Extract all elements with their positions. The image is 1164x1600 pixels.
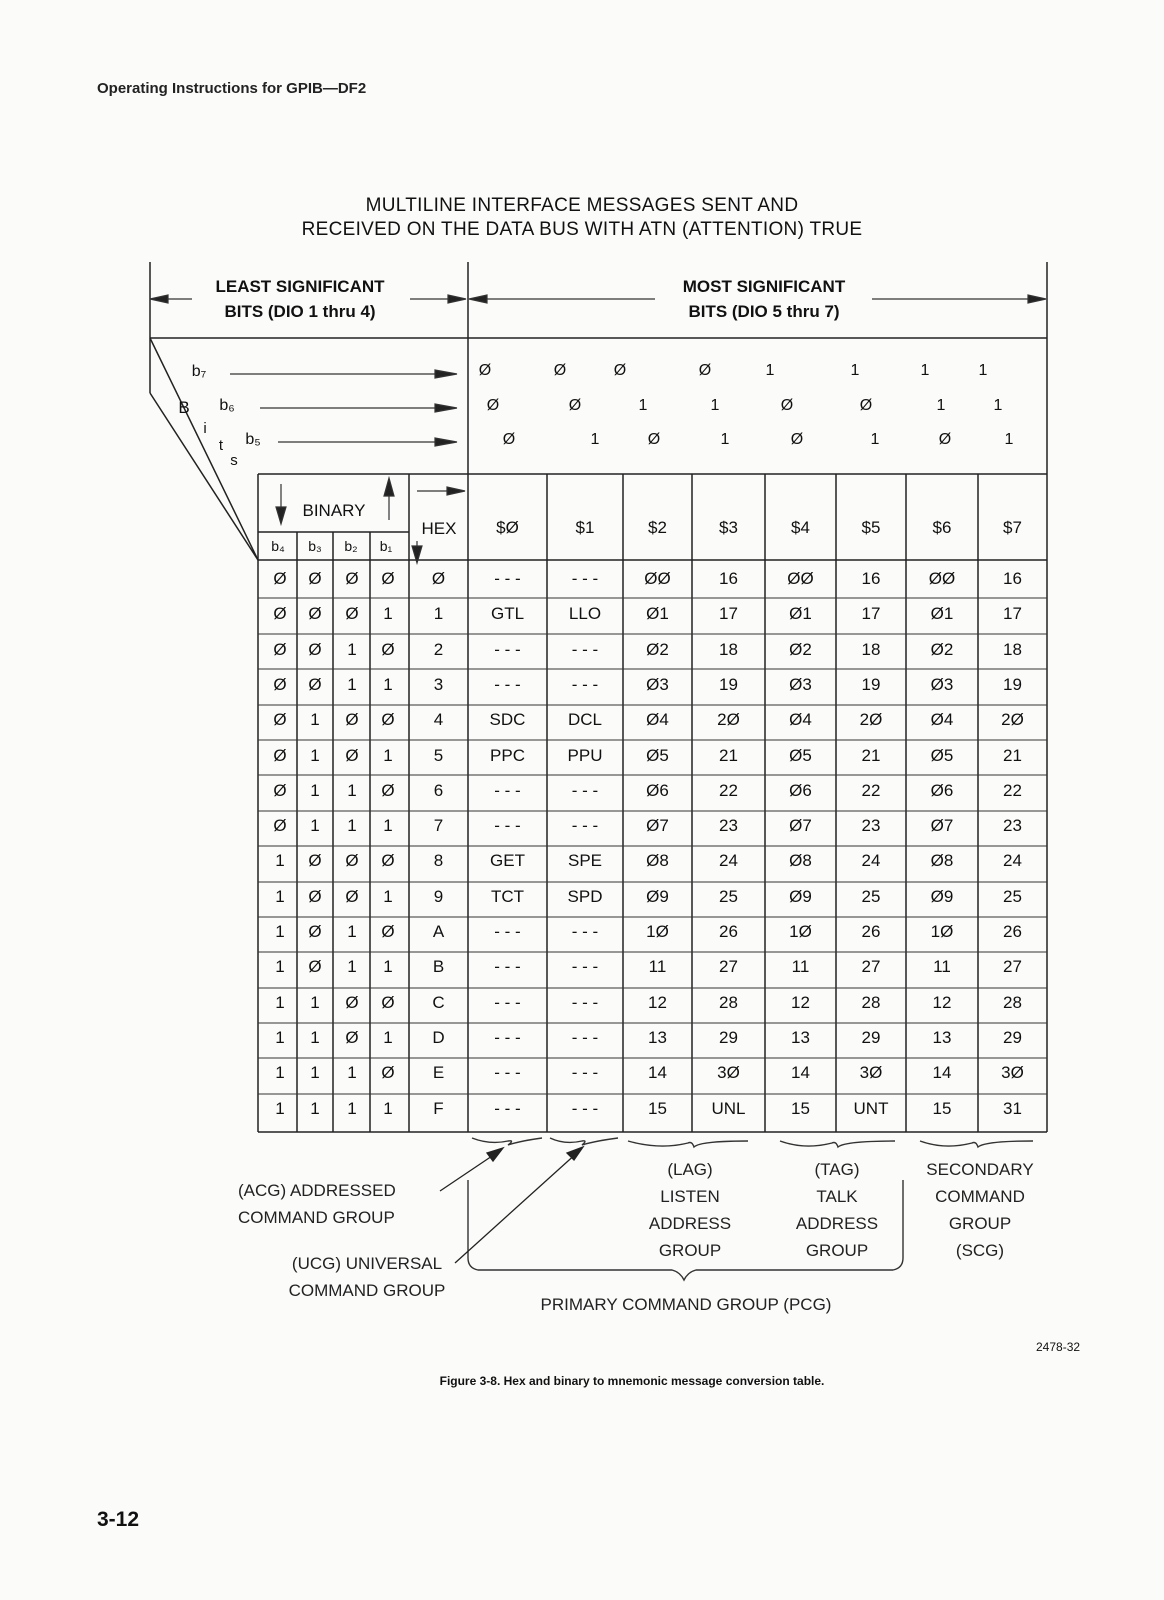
message-cell: - - - [494, 569, 521, 588]
binary-bit-cell: 1 [347, 816, 357, 836]
message-cell: PPC [490, 745, 525, 765]
binary-bit-cell: 1 [310, 992, 320, 1012]
binary-bit-cell: Ø [273, 569, 287, 588]
message-cell: Ø9 [930, 886, 954, 906]
message-cell: 16 [1003, 569, 1022, 588]
message-cell: 2Ø [859, 710, 883, 730]
binary-bit-cell: Ø [345, 745, 359, 765]
figure-title-line-2: RECEIVED ON THE DATA BUS WITH ATN (ATTENTION) TRUE [301, 219, 863, 240]
message-cell: Ø5 [646, 745, 669, 765]
message-cell: LLO [568, 604, 602, 624]
message-cell: Ø8 [930, 851, 954, 871]
bits-label-t: t [218, 437, 224, 454]
b7-value: 1 [978, 362, 988, 379]
message-cell: 28 [1003, 992, 1022, 1012]
message-cell: - - - [494, 992, 521, 1012]
message-cell: 31 [1003, 1098, 1022, 1118]
ucg-note [262, 1250, 472, 1304]
b6-value: Ø [486, 397, 500, 414]
message-cell: 14 [932, 1063, 952, 1083]
message-cell: 27 [1003, 957, 1022, 977]
message-cell: 24 [719, 851, 738, 871]
message-cell: 12 [648, 992, 667, 1012]
column-header: $2 [648, 518, 667, 537]
binary-bit-cell: Ø [381, 992, 395, 1012]
message-cell: 13 [791, 1027, 810, 1047]
b7-value: 1 [850, 362, 860, 379]
hex-cell: 2 [433, 639, 444, 659]
lag-note-line-3: ADDRESS [648, 1214, 732, 1233]
message-cell: Ø4 [646, 710, 669, 730]
b5-value: Ø [647, 431, 661, 448]
b7-value: Ø [478, 362, 492, 379]
message-cell: 11 [791, 957, 810, 977]
binary-bit-cell: Ø [345, 992, 359, 1012]
message-cell: - - - [571, 780, 599, 800]
message-cell: 21 [719, 745, 738, 765]
lsb-heading-line-1: LEAST SIGNIFICANT [215, 277, 385, 296]
tag-note-line-3: ADDRESS [795, 1214, 879, 1233]
b6-value: Ø [859, 397, 873, 414]
message-cell: 27 [861, 957, 881, 977]
message-cell: 25 [861, 886, 881, 906]
binary-bit-cell: 1 [310, 1063, 320, 1083]
binary-bit-cell: Ø [273, 780, 287, 800]
message-cell: 28 [861, 992, 881, 1012]
binary-bit-cell: Ø [308, 851, 322, 871]
message-cell: 19 [861, 674, 881, 694]
message-cell: 27 [719, 957, 738, 977]
tag-note-line-2: TALK [816, 1187, 858, 1206]
message-cell: 23 [1003, 816, 1022, 836]
message-cell: 1Ø [789, 922, 812, 941]
column-header: $1 [575, 518, 595, 537]
message-cell: Ø6 [930, 780, 954, 800]
message-cell: 11 [648, 957, 667, 977]
acg-note [238, 1177, 448, 1231]
hex-cell: Ø [431, 569, 446, 588]
binary-bit-cell: 1 [383, 957, 393, 977]
scg-note-line-3: GROUP [948, 1214, 1012, 1233]
binary-bit-cell: Ø [273, 674, 287, 694]
column-header: $3 [719, 518, 738, 537]
binary-bit-cell: Ø [345, 886, 359, 906]
message-cell: 24 [1003, 851, 1022, 871]
message-cell: SDC [489, 710, 526, 730]
message-cell: Ø4 [930, 710, 954, 730]
message-cell: 14 [648, 1063, 667, 1083]
binary-bit-cell: 1 [275, 851, 285, 871]
message-cell: UNT [853, 1098, 889, 1118]
message-cell: ØØ [644, 569, 671, 588]
message-cell: 29 [861, 1027, 881, 1047]
binary-col-b1: b₁ [379, 538, 393, 554]
binary-bit-cell: 1 [310, 780, 320, 800]
message-cell: - - - [571, 674, 599, 694]
message-cell: - - - [494, 816, 521, 836]
hex-cell: 9 [433, 886, 444, 906]
message-cell: SPD [567, 886, 603, 906]
binary-bit-cell: 1 [275, 922, 285, 941]
binary-bit-cell: Ø [308, 604, 322, 624]
binary-bit-cell: 1 [275, 992, 285, 1012]
binary-col-b4: b₄ [271, 538, 285, 554]
message-cell: 15 [791, 1098, 810, 1118]
message-cell: Ø5 [930, 745, 954, 765]
b5-value: 1 [720, 431, 730, 448]
hex-cell: 6 [433, 780, 444, 800]
message-cell: 18 [861, 639, 881, 659]
b7-value: Ø [613, 362, 627, 379]
binary-bit-cell: Ø [381, 710, 395, 730]
message-cell: 16 [719, 569, 738, 588]
message-cell: - - - [494, 1063, 521, 1083]
scg-note-line-2: COMMAND [935, 1187, 1025, 1206]
message-cell: 13 [648, 1027, 667, 1047]
bits-label-s: s [230, 452, 238, 469]
binary-bit-cell: Ø [273, 816, 287, 836]
message-cell: Ø9 [646, 886, 669, 906]
binary-bit-cell: 1 [275, 1098, 285, 1118]
message-cell: Ø3 [930, 674, 954, 694]
binary-bit-cell: Ø [308, 957, 322, 977]
binary-bit-cell: Ø [308, 922, 322, 941]
lag-note-line-2: LISTEN [660, 1187, 720, 1206]
message-cell: Ø9 [789, 886, 812, 906]
message-cell: Ø6 [646, 780, 669, 800]
b5-value: 1 [870, 431, 880, 448]
message-cell: 17 [1003, 604, 1022, 624]
binary-bit-cell: 1 [347, 780, 357, 800]
message-cell: Ø2 [646, 639, 669, 659]
binary-bit-cell: Ø [381, 639, 395, 659]
binary-bit-cell: Ø [345, 604, 359, 624]
tag-note [777, 1156, 897, 1264]
binary-bit-cell: Ø [273, 710, 287, 730]
binary-bit-cell: 1 [383, 745, 393, 765]
message-cell: 21 [1003, 745, 1022, 765]
binary-bit-cell: Ø [308, 569, 322, 588]
msb-heading-line-1: MOST SIGNIFICANT [682, 277, 846, 296]
figure-title-line-1: MULTILINE INTERFACE MESSAGES SENT AND [365, 195, 799, 216]
message-cell: 23 [861, 816, 881, 836]
message-cell: 3Ø [859, 1063, 883, 1083]
message-cell: 26 [719, 922, 738, 941]
binary-bit-cell: Ø [345, 1027, 359, 1047]
acg-note-line-2: COMMAND GROUP [238, 1208, 395, 1227]
binary-bit-cell: Ø [273, 604, 287, 624]
hex-cell: 8 [433, 851, 444, 871]
binary-bit-cell: 1 [383, 1027, 393, 1047]
message-cell: 2Ø [717, 710, 740, 730]
b7-value: 1 [765, 362, 775, 379]
bits-label-b: B [178, 398, 190, 417]
binary-bit-cell: 1 [310, 710, 320, 730]
scg-note-line-1: SECONDARY [926, 1160, 1034, 1179]
column-header: $5 [861, 518, 881, 537]
message-cell: - - - [494, 922, 521, 941]
b6-label: b₆ [219, 397, 235, 414]
b6-value: 1 [936, 397, 946, 414]
acg-note-line-1: (ACG) ADDRESSED [238, 1181, 396, 1200]
binary-bit-cell: Ø [308, 639, 322, 659]
message-cell: Ø2 [930, 639, 954, 659]
message-cell: - - - [571, 1098, 599, 1118]
binary-bit-cell: Ø [345, 851, 359, 871]
binary-bit-cell: Ø [273, 745, 287, 765]
b5-value: 1 [590, 431, 600, 448]
message-cell: 3Ø [717, 1063, 740, 1083]
message-cell: PPU [567, 745, 603, 765]
message-cell: ØØ [928, 569, 956, 588]
bits-label-i: i [203, 420, 207, 437]
hex-cell: D [432, 1027, 445, 1047]
binary-bit-cell: 1 [310, 745, 320, 765]
message-cell: ØØ [787, 569, 814, 588]
message-cell: 25 [719, 886, 738, 906]
message-cell: 22 [719, 780, 738, 800]
binary-bit-cell: 1 [275, 1063, 285, 1083]
lag-note-line-1: (LAG) [667, 1160, 713, 1179]
message-cell: - - - [494, 1027, 521, 1047]
b6-value: 1 [710, 397, 720, 414]
hex-cell: 1 [433, 604, 444, 624]
message-cell: Ø7 [789, 816, 812, 836]
message-cell: 3Ø [1001, 1063, 1024, 1083]
binary-bit-cell: Ø [345, 710, 359, 730]
binary-bit-cell: Ø [381, 569, 395, 588]
b7-value: 1 [920, 362, 930, 379]
message-cell: 15 [932, 1098, 952, 1118]
hex-cell: 4 [433, 710, 444, 730]
b5-label: b₅ [245, 431, 261, 448]
message-cell: GTL [490, 604, 525, 624]
message-cell: 28 [719, 992, 738, 1012]
message-cell: - - - [571, 1063, 599, 1083]
binary-bit-cell: Ø [345, 569, 359, 588]
message-cell: - - - [571, 816, 599, 836]
b6-value: Ø [780, 397, 794, 414]
message-cell: 29 [719, 1027, 738, 1047]
pcg-note: PRIMARY COMMAND GROUP (PCG) [540, 1295, 832, 1314]
message-cell: - - - [494, 780, 521, 800]
column-header: $7 [1003, 518, 1022, 537]
binary-col-b3: b₃ [308, 538, 322, 554]
message-cell: Ø4 [789, 710, 812, 730]
message-cell: - - - [494, 639, 521, 659]
hex-cell: F [433, 1098, 444, 1118]
binary-bit-cell: Ø [308, 674, 322, 694]
message-cell: 18 [1003, 639, 1022, 659]
message-cell: 19 [719, 674, 738, 694]
binary-col-b2: b₂ [344, 538, 358, 554]
binary-bit-cell: 1 [347, 1098, 357, 1118]
message-cell: 23 [719, 816, 738, 836]
message-cell: Ø8 [789, 851, 812, 871]
binary-bit-cell: Ø [381, 851, 395, 871]
hex-cell: B [432, 957, 445, 977]
message-cell: 12 [791, 992, 810, 1012]
message-cell: - - - [571, 1027, 599, 1047]
message-cell: Ø6 [789, 780, 812, 800]
binary-bit-cell: Ø [381, 780, 395, 800]
message-cell: 24 [861, 851, 881, 871]
figure-caption: Figure 3-8. Hex and binary to mnemonic message conversion table. [439, 1374, 825, 1388]
binary-bit-cell: 1 [383, 674, 393, 694]
binary-bit-cell: 1 [275, 886, 285, 906]
b5-value: Ø [938, 431, 952, 448]
message-cell: 22 [1003, 780, 1022, 800]
hex-cell: E [432, 1063, 445, 1083]
message-cell: 22 [861, 780, 881, 800]
binary-bit-cell: 1 [347, 1063, 357, 1083]
binary-bit-cell: 1 [383, 886, 393, 906]
scg-note [910, 1156, 1050, 1264]
binary-bit-cell: 1 [310, 1098, 320, 1118]
message-cell: - - - [494, 1098, 521, 1118]
ucg-note-line-1: (UCG) UNIVERSAL [291, 1254, 443, 1273]
binary-bit-cell: 1 [383, 816, 393, 836]
binary-bit-cell: 1 [347, 674, 357, 694]
b6-value: 1 [993, 397, 1003, 414]
binary-bit-cell: 1 [347, 957, 357, 977]
lag-note [630, 1156, 750, 1264]
binary-bit-cell: 1 [310, 1027, 320, 1047]
b6-value: 1 [638, 397, 648, 414]
message-cell: 12 [932, 992, 952, 1012]
message-cell: 2Ø [1001, 710, 1024, 730]
binary-bit-cell: Ø [273, 639, 287, 659]
page-number: 3-12 [97, 1508, 140, 1531]
message-cell: 17 [861, 604, 881, 624]
binary-bit-cell: 1 [347, 639, 357, 659]
scg-note-line-4: (SCG) [955, 1241, 1005, 1260]
binary-bit-cell: 1 [383, 1098, 393, 1118]
message-cell: 26 [861, 922, 881, 941]
message-cell: 18 [719, 639, 738, 659]
running-header: Operating Instructions for GPIB—DF2 [97, 80, 367, 97]
message-cell: 26 [1003, 922, 1022, 941]
message-cell: - - - [571, 639, 599, 659]
message-cell: 1Ø [930, 922, 954, 941]
message-cell: - - - [571, 569, 599, 588]
hex-cell: 3 [433, 674, 444, 694]
binary-bit-cell: 1 [310, 816, 320, 836]
b5-value: Ø [790, 431, 804, 448]
message-cell: 15 [648, 1098, 667, 1118]
message-cell: 14 [791, 1063, 810, 1083]
message-cell: UNL [711, 1098, 746, 1118]
message-cell: - - - [571, 922, 599, 941]
ucg-note-line-2: COMMAND GROUP [288, 1281, 446, 1300]
b6-value: Ø [568, 397, 582, 414]
binary-bit-cell: 1 [347, 922, 357, 941]
b7-label: b₇ [191, 363, 207, 380]
message-cell: Ø5 [789, 745, 812, 765]
hex-label: HEX [421, 519, 457, 538]
message-cell: Ø3 [646, 674, 669, 694]
message-cell: 16 [861, 569, 881, 588]
message-cell: TCT [490, 886, 525, 906]
tag-note-line-4: GROUP [805, 1241, 869, 1260]
figure-number: 2478-32 [1036, 1340, 1081, 1354]
binary-label: BINARY [302, 501, 366, 520]
message-cell: GET [490, 851, 525, 871]
message-cell: Ø3 [789, 674, 812, 694]
message-cell: 17 [719, 604, 738, 624]
message-cell: Ø1 [646, 604, 669, 624]
message-cell: Ø1 [789, 604, 812, 624]
lsb-heading-line-2: BITS (DIO 1 thru 4) [224, 302, 376, 321]
message-cell: Ø1 [930, 604, 954, 624]
msb-heading-line-2: BITS (DIO 5 thru 7) [688, 302, 840, 321]
message-cell: 25 [1003, 886, 1022, 906]
message-cell: 11 [933, 957, 951, 977]
message-cell: - - - [571, 957, 599, 977]
b5-value: 1 [1004, 431, 1014, 448]
b5-value: Ø [502, 431, 516, 448]
message-cell: 13 [932, 1027, 952, 1047]
binary-bit-cell: Ø [381, 922, 395, 941]
tag-note-line-1: (TAG) [814, 1160, 860, 1179]
binary-bit-cell: Ø [308, 886, 322, 906]
b7-value: Ø [553, 362, 567, 379]
message-cell: Ø7 [646, 816, 669, 836]
message-cell: SPE [567, 851, 603, 871]
hex-cell: 7 [433, 816, 444, 836]
message-cell: Ø2 [789, 639, 812, 659]
message-cell: - - - [494, 957, 521, 977]
column-header: $4 [791, 518, 810, 537]
binary-bit-cell: 1 [275, 1027, 285, 1047]
hex-cell: A [432, 922, 445, 941]
column-header: $Ø [496, 518, 519, 537]
message-cell: DCL [567, 710, 602, 730]
binary-bit-cell: 1 [383, 604, 393, 624]
hex-cell: 5 [433, 745, 444, 765]
message-cell: Ø7 [930, 816, 954, 836]
message-cell: Ø8 [646, 851, 669, 871]
message-cell: 29 [1003, 1027, 1022, 1047]
hex-cell: C [432, 992, 445, 1012]
message-cell: 1Ø [646, 922, 669, 941]
message-cell: 19 [1003, 674, 1022, 694]
column-header: $6 [932, 518, 952, 537]
message-cell: - - - [571, 992, 599, 1012]
message-cell: - - - [494, 674, 521, 694]
message-cell: 21 [861, 745, 881, 765]
binary-bit-cell: 1 [275, 957, 285, 977]
lag-note-line-4: GROUP [658, 1241, 722, 1260]
binary-bit-cell: Ø [381, 1063, 395, 1083]
b7-value: Ø [698, 362, 712, 379]
